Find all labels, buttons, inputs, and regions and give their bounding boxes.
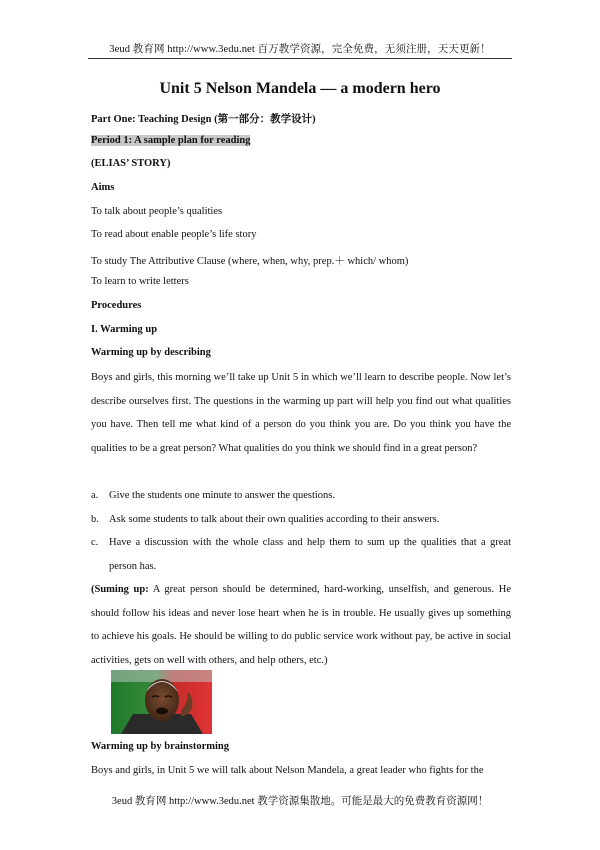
aim-item: To study The Attributive Clause (where, when, why, prep.＋ which/ whom) bbox=[91, 256, 409, 267]
aim-item: To learn to write letters bbox=[91, 276, 189, 287]
period-heading bbox=[91, 135, 250, 146]
step-marker: b. bbox=[91, 514, 99, 525]
procedures-heading: Procedures bbox=[91, 300, 142, 311]
story-heading: (ELIAS’ STORY) bbox=[91, 158, 171, 169]
summing-up-label: (Suming up: bbox=[91, 584, 149, 595]
describing-heading: Warming up by describing bbox=[91, 347, 211, 358]
warming-up-section: I. Warming up bbox=[91, 324, 158, 335]
step-text: Give the students one minute to answer the questions. bbox=[109, 490, 336, 501]
step-item bbox=[91, 484, 511, 508]
step-text: Ask some students to talk about their own qualities according to their answers. bbox=[109, 514, 440, 525]
page-footer: 3eud 教育网 http://www.3edu.net 教学资源集散地。可能是最大的免费教育资源网！ bbox=[111, 796, 489, 807]
nelson-mandela-photo bbox=[111, 670, 212, 734]
brainstorming-paragraph: Boys and girls, in Unit 5 we will talk about Nelson Mandela, a great leader who fights for the bbox=[91, 765, 484, 776]
summing-up-text: A great person should be determined, hard-working, unselfish, and generous. He should follow his ideas and never lose heart when he is in trouble. He usually gives up something to achieve his goals. He should be willing to do public service work without pay, be active in social activities, gets on well with others, and help others, etc.) bbox=[91, 584, 511, 666]
aim-item: To talk about people’s qualities bbox=[91, 206, 223, 217]
step-marker: a. bbox=[91, 490, 99, 501]
page-header: 3eud 教育网 http://www.3edu.net 百万教学资源，完全免费，无须注册，天天更新！ bbox=[109, 44, 491, 55]
header-rule bbox=[88, 58, 512, 59]
summing-up-paragraph bbox=[91, 578, 511, 672]
aims-heading: Aims bbox=[91, 182, 115, 193]
period-heading-highlight: Period 1: A sample plan for reading bbox=[91, 135, 251, 146]
brainstorming-heading: Warming up by brainstorming bbox=[91, 741, 229, 752]
step-item bbox=[91, 531, 511, 578]
aim-item: To read about enable people’s life story bbox=[91, 229, 257, 240]
step-text: Have a discussion with the whole class and help them to sum up the qualities that a great person has. bbox=[109, 537, 511, 572]
part-heading: Part One: Teaching Design (第一部分：教学设计) bbox=[91, 114, 316, 125]
portrait-illustration bbox=[111, 670, 212, 734]
document-title: Unit 5 Nelson Mandela — a modern hero bbox=[159, 80, 441, 97]
describing-paragraph: Boys and girls, this morning we’ll take up Unit 5 in which we’ll learn to describe people. Now let’s describe ourselves first. The questions in the warming up part will help you find out what qualities you have. Then tell me what kind of a person do you think you are. Do you think you have the qualities to be a great person? What qualities do you think we should find in a great person? bbox=[91, 372, 511, 454]
step-marker: c. bbox=[91, 537, 99, 548]
step-item bbox=[91, 508, 511, 532]
